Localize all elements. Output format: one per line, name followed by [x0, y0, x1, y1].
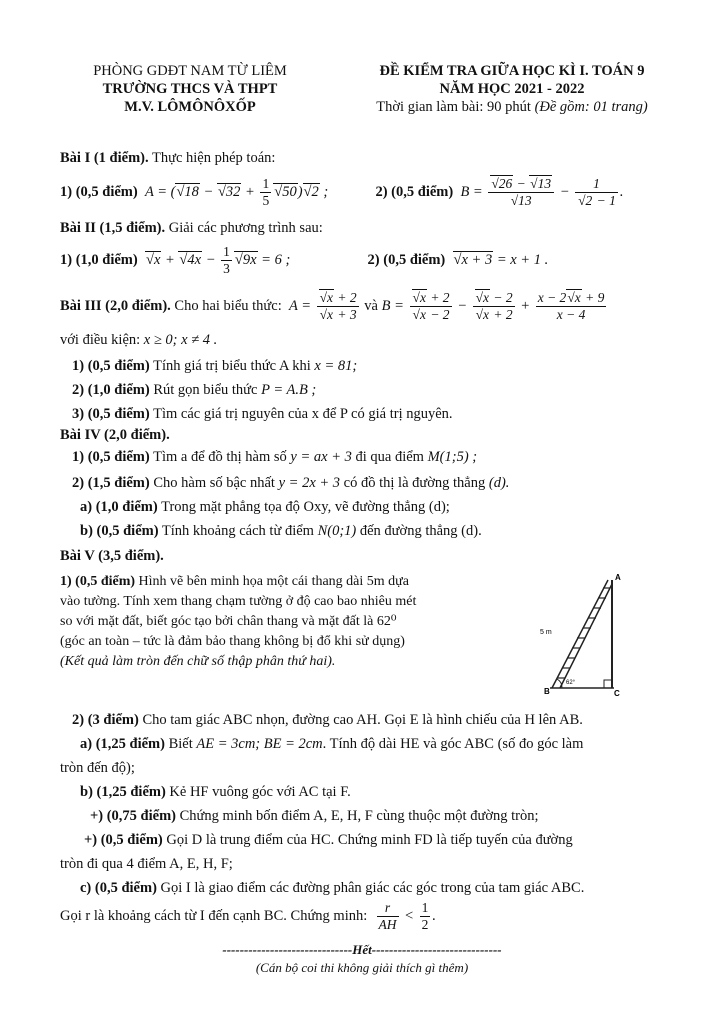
bai5-pc-text2: Gọi r là khoảng cách từ I đến cạnh BC. Chứng minh:	[60, 907, 368, 924]
header-left	[60, 62, 320, 116]
bai5-pc-cont	[60, 900, 684, 933]
bai5-p2	[72, 710, 684, 730]
fig-angle-label: 62°	[566, 680, 576, 686]
bai1-title: Bài I (1 điểm).	[60, 150, 149, 166]
bai3-q1-label: 1) (0,5 điểm)	[72, 358, 150, 374]
bai5-p1-line2: vào tường. Tính xem thang chạm tường ở độ cao bao nhiêu mét	[60, 594, 417, 609]
bai3-q2	[72, 380, 684, 400]
ladder-rail-left	[552, 580, 608, 688]
bai4-q2-label: 2) (1,5 điểm)	[72, 475, 150, 491]
right-angle-mark	[604, 680, 612, 688]
bai5-p2-text: Cho tam giác ABC nhọn, đường cao AH. Gọi E là hình chiếu của H lên AB.	[142, 712, 583, 728]
bai5-pb1	[90, 806, 684, 826]
bai2-questions	[60, 244, 684, 277]
bai3-heading	[60, 290, 684, 323]
bai3-expr-b: B = √ x + 2 √ x − 2 − √ x − 2 √ x + 2 + $\frac{x - 2√ x + 9}{x - 4}$	[382, 298, 609, 314]
school-name-2: M.V. LÔMÔNÔXỐP	[124, 99, 256, 115]
bai4-q2-math: y = 2x + 3	[278, 475, 341, 491]
bai5-pa-math: AE = 3cm; BE = 2cm	[196, 736, 323, 752]
bai3-q2-math: P = A.B ;	[261, 382, 317, 398]
bai5-pc-inequality: $\frac{r}{AH}$ < $\frac{1}{2}$ .	[378, 900, 436, 932]
bai4-heading	[60, 425, 684, 445]
footer-note: (Cán bộ coi thi không giải thích gì thêm)	[255, 960, 469, 975]
ladder-rail-right	[560, 584, 612, 688]
fig-label-c: C	[614, 689, 620, 698]
bai1-q1-expr: A = (√ 18 − √ 32 + $\frac{1}{5}$ √ 50)√ 2 ;	[141, 184, 328, 200]
bai2-text: Giải các phương trình sau:	[168, 220, 323, 236]
bai5-pc	[80, 878, 684, 898]
bai3-condition	[60, 330, 684, 350]
bai4-qb-text2: đến đường thẳng (d).	[359, 523, 482, 539]
bai5-pb-label: b) (1,25 điểm)	[80, 784, 166, 800]
bai2-q1-expr: √ x + √ 4x − $\frac{1}{3}$ √ 9x = 6 ;	[141, 252, 290, 268]
department-name: PHÒNG GDĐT NAM TỪ LIÊM	[93, 63, 287, 79]
bai5-p2-label: 2) (3 điểm)	[72, 712, 139, 728]
bai4-qb-point: N(0;1)	[317, 523, 357, 539]
bai5-p1-line1: Hình vẽ bên minh họa một cái thang dài 5m dựa	[138, 574, 409, 589]
bai4-q1-label: 1) (0,5 điểm)	[72, 449, 150, 465]
bai4-q2-d: (d).	[488, 475, 510, 491]
fig-label-a: A	[615, 573, 621, 582]
bai3-q3-text: Tìm các giá trị nguyên của x để P có giá trị nguyên.	[153, 406, 453, 422]
school-year: NĂM HỌC 2021 - 2022	[439, 81, 585, 97]
bai1-q1-label: 1) (0,5 điểm)	[60, 183, 138, 200]
bai4-q1-text2: đi qua điểm	[355, 449, 424, 465]
fig-label-b: B	[544, 687, 550, 696]
pages-text: (Đề gồm: 01 trang)	[534, 99, 648, 115]
bai3-text: Cho hai biểu thức:	[174, 297, 282, 314]
bai3-title: Bài III (2,0 điểm).	[60, 297, 171, 314]
bai1-q2-label: 2) (0,5 điểm)	[375, 183, 454, 200]
bai4-q1	[72, 447, 684, 467]
bai5-pa-text3: tròn đến độ);	[60, 760, 135, 776]
bai4-qa-text: Trong mặt phẳng tọa độ Oxy, vẽ đường thẳng (d);	[161, 499, 450, 515]
bai5-p1	[60, 572, 440, 672]
bai4-qb-text: Tính khoảng cách từ điểm	[161, 523, 314, 539]
bai3-cond-text: với điều kiện:	[60, 332, 141, 348]
bai5-pa-cont	[60, 758, 684, 778]
bai5-pb2-text: Gọi D là trung điểm của HC. Chứng minh FD là tiếp tuyến của đường	[166, 832, 573, 848]
bai1-questions	[60, 176, 684, 209]
exam-title: ĐỀ KIỂM TRA GIỮA HỌC KÌ I. TOÁN 9	[379, 63, 645, 79]
bai4-qb	[80, 521, 684, 541]
bai3-q1	[72, 356, 684, 376]
bai4-qa	[80, 497, 684, 517]
bai1-q2-expr: B = √ 26 − √ 13 √ 13 − 1 √ 2 − 1 .	[457, 184, 624, 200]
bai3-and: và	[364, 297, 378, 314]
bai5-pb	[80, 782, 684, 802]
bai2-title: Bài II (1,5 điểm).	[60, 220, 166, 236]
bai5-pb2-text2: tròn đi qua 4 điểm A, E, H, F;	[60, 856, 233, 872]
bai3-q1-math: x = 81;	[314, 358, 358, 374]
bai1-text: Thực hiện phép toán:	[151, 150, 276, 166]
bai5-pb2-label: +) (0,5 điểm)	[84, 832, 163, 848]
bai4-q2-text: Cho hàm số bậc nhất	[153, 475, 275, 491]
bai3-q2-label: 2) (1,0 điểm)	[72, 382, 150, 398]
bai4-qb-label: b) (0,5 điểm)	[80, 523, 159, 539]
bai4-q2	[72, 473, 684, 493]
bai5-pb1-label: +) (0,75 điểm)	[90, 808, 176, 824]
bai4-q1-math: y = ax + 3	[290, 449, 352, 465]
bai4-q1-text: Tìm a để đồ thị hàm số	[153, 449, 287, 465]
bai5-pc-text: Gọi I là giao điểm các đường phân giác các góc trong của tam giác ABC.	[160, 880, 585, 896]
bai5-pb1-text: Chứng minh bốn điểm A, E, H, F cùng thuộc một đường tròn;	[179, 808, 539, 824]
bai5-p1-line5: (Kết quả làm tròn đến chữ số thập phân thứ hai).	[60, 654, 336, 669]
bai5-p1-label: 1) (0,5 điểm)	[60, 574, 136, 589]
bai4-title: Bài IV (2,0 điểm).	[60, 427, 170, 443]
bai5-title: Bài V (3,5 điểm).	[60, 548, 164, 564]
bai3-q3	[72, 404, 684, 424]
bai5-pa	[80, 734, 684, 754]
bai3-q2-text: Rút gọn biểu thức	[153, 382, 258, 398]
time-info	[352, 98, 672, 116]
bai5-pb2	[84, 830, 684, 850]
bai4-qa-label: a) (1,0 điểm)	[80, 499, 158, 515]
bai3-q1-text: Tính giá trị biểu thức A khi	[153, 358, 311, 374]
bai1-heading	[60, 148, 684, 168]
bai4-q2-text2: có đồ thị là đường thẳng	[343, 475, 486, 491]
bai5-pa-label: a) (1,25 điểm)	[80, 736, 165, 752]
bai3-cond-math: x ≥ 0; x ≠ 4 .	[143, 332, 218, 348]
fig-ladder-length: 5 m	[540, 629, 552, 636]
bai2-q2-expr: √ x + 3 = x + 1 .	[449, 251, 548, 268]
bai5-pc-label: c) (0,5 điểm)	[80, 880, 157, 896]
bai5-pb-text: Kẻ HF vuông góc với AC tại F.	[169, 784, 351, 800]
bai5-p1-line4: (góc an toàn – tức là đảm bảo thang không bị đổ khi sử dụng)	[60, 634, 405, 649]
bai5-pa-text2: . Tính độ dài HE và góc ABC (số đo góc làm	[322, 736, 584, 752]
bai5-heading	[60, 546, 684, 566]
end-marker: ------------------------------Hết------------------------------	[222, 942, 502, 957]
bai2-q2-label: 2) (0,5 điểm)	[367, 251, 446, 268]
bai5-p1-line3: so với mặt đất, biết góc tạo bởi chân thang và mặt đất là 62⁰	[60, 614, 397, 629]
bai2-heading	[60, 218, 684, 238]
bai2-q1-label: 1) (1,0 điểm)	[60, 251, 138, 268]
bai5-pa-text1: Biết	[168, 736, 193, 752]
header-right	[352, 62, 672, 116]
bai3-expr-a: A = √ x + 2 √ x + 3	[285, 298, 360, 314]
time-text: Thời gian làm bài: 90 phút	[376, 99, 531, 115]
ladder-figure	[530, 570, 630, 698]
bai3-q3-label: 3) (0,5 điểm)	[72, 406, 150, 422]
school-name-1: TRƯỜNG THCS VÀ THPT	[102, 81, 278, 97]
bai4-q1-point: M(1;5) ;	[427, 449, 478, 465]
bai5-pb2-cont	[60, 854, 684, 874]
